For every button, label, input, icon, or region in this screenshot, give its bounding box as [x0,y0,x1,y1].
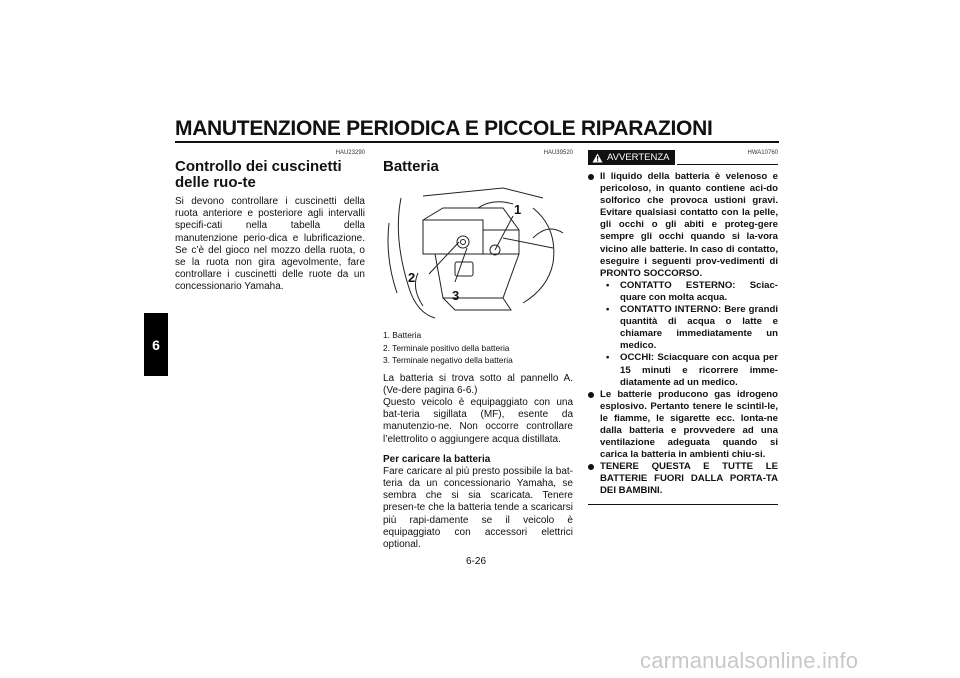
charging-subheading: Per caricare la batteria [383,453,491,465]
charging-paragraph: Fare caricare al più presto possibile la bat-teria da un concessionario Yamaha, se sembra che si sia scaricata. Tenere presen-te che la batteria tende a scaricarsi più rapi-damente se il veicolo è equipaggiato con accessori elettrici optional. [383,465,573,550]
section-wheel-bearings [175,150,365,294]
page-number: 6-26 [466,556,487,567]
chapter-tab: 6 [144,313,168,376]
first-aid-item [600,304,778,352]
warning-triangle-icon [592,153,603,163]
warning-item [588,389,778,462]
first-aid-item [600,352,778,388]
warning-text: TENERE QUESTA E TUTTE LE BATTERIE FUORI DALLA PORTA-TA DEI BAMBINI. [600,461,778,497]
caption-item: 1. Batteria [383,330,422,340]
warning-list [588,171,778,498]
figure-label-1: 1 [514,202,522,217]
warning-box [588,150,778,505]
warning-label: AVVERTENZA [607,152,670,163]
section-battery [383,150,573,551]
battery-location-paragraph: La batteria si trova sotto al pannello A. (Ve-dere pagina 6-6.) [383,372,573,396]
dot-icon: • [606,304,610,316]
section-code: HAU39520 [543,150,573,156]
first-aid-text: OCCHI: Sciacquare con acqua per 15 minuti e ricorrere imme-diatamente ad un medico. [620,352,778,388]
warning-text: Il liquido della batteria è velenoso e pericoloso, in quanto contiene aci-do solforico che provoca ustioni gravi. Evitare qualsiasi contatto con la pelle, gli occhi o gli abiti e proteg-gere sempre gli occhi quando si la-vora vicino alle batterie. In caso di contatto, eseguire i seguenti prov-vedimenti di PRONTO SOCCORSO. [600,171,778,279]
battery-maintenance-paragraph: Questo veicolo è equipaggiato con una bat-teria sigillata (MF), esente da manutenzio-ne. Non occorre controllare l’elettrolito o aggiungere acqua distillata. [383,396,573,445]
watermark: carmanualsonline.info [640,648,859,673]
warning-end-rule [588,504,778,505]
section-heading: Batteria [383,158,439,175]
warning-item [588,461,778,497]
battery-drawing [383,178,573,323]
page-title: MANUTENZIONE PERIODICA E PICCOLE RIPARAZIONI [175,117,713,140]
section-paragraph: Si devono controllare i cuscinetti della ruota anteriore e posteriore agli intervalli specifi-cati nella tabella della manutenzione perio-dica e lubrificazione. Se c’è del gioco nel mozzo della ruota, o se la ruota non gira agevolmente, fare controllare i cuscinetti delle ruote da un concessionario Yamaha. [175,196,365,293]
title-rule [175,141,779,143]
bullet-icon [588,392,594,398]
bullet-icon [588,174,594,180]
first-aid-list [600,280,778,389]
bullet-icon [588,464,594,470]
section-code: HAU23290 [335,150,365,156]
first-aid-item [600,280,778,304]
dot-icon: • [606,279,610,291]
warning-badge [588,150,675,165]
warning-item [588,171,778,389]
caption-item: 3. Terminale negativo della batteria [383,355,513,365]
warning-code: HWA10760 [747,150,778,156]
caption-item: 2. Terminale positivo della batteria [383,342,510,353]
first-aid-text: CONTATTO ESTERNO: Sciac-quare con molta acqua. [620,279,778,303]
battery-illustration [383,178,573,323]
dot-icon: • [606,352,610,364]
figure-label-2: 2 [408,270,416,285]
figure-label-3: 3 [452,288,460,303]
warning-text: Le batterie producono gas idrogeno esplosivo. Pertanto tenere le scintil-le, le fiamme, le sigarette ecc. lonta-ne dalla batteria e provvedere ad una ventilazione adeguata quando si carica la batteria in ambienti chiu-si. [600,388,778,461]
section-heading: Controllo dei cuscinetti delle ruo-te [175,158,342,191]
figure-caption [383,329,573,367]
first-aid-text: CONTATTO INTERNO: Bere grandi quantità di acqua o latte e chiamare immediatamente un medico. [620,304,778,352]
